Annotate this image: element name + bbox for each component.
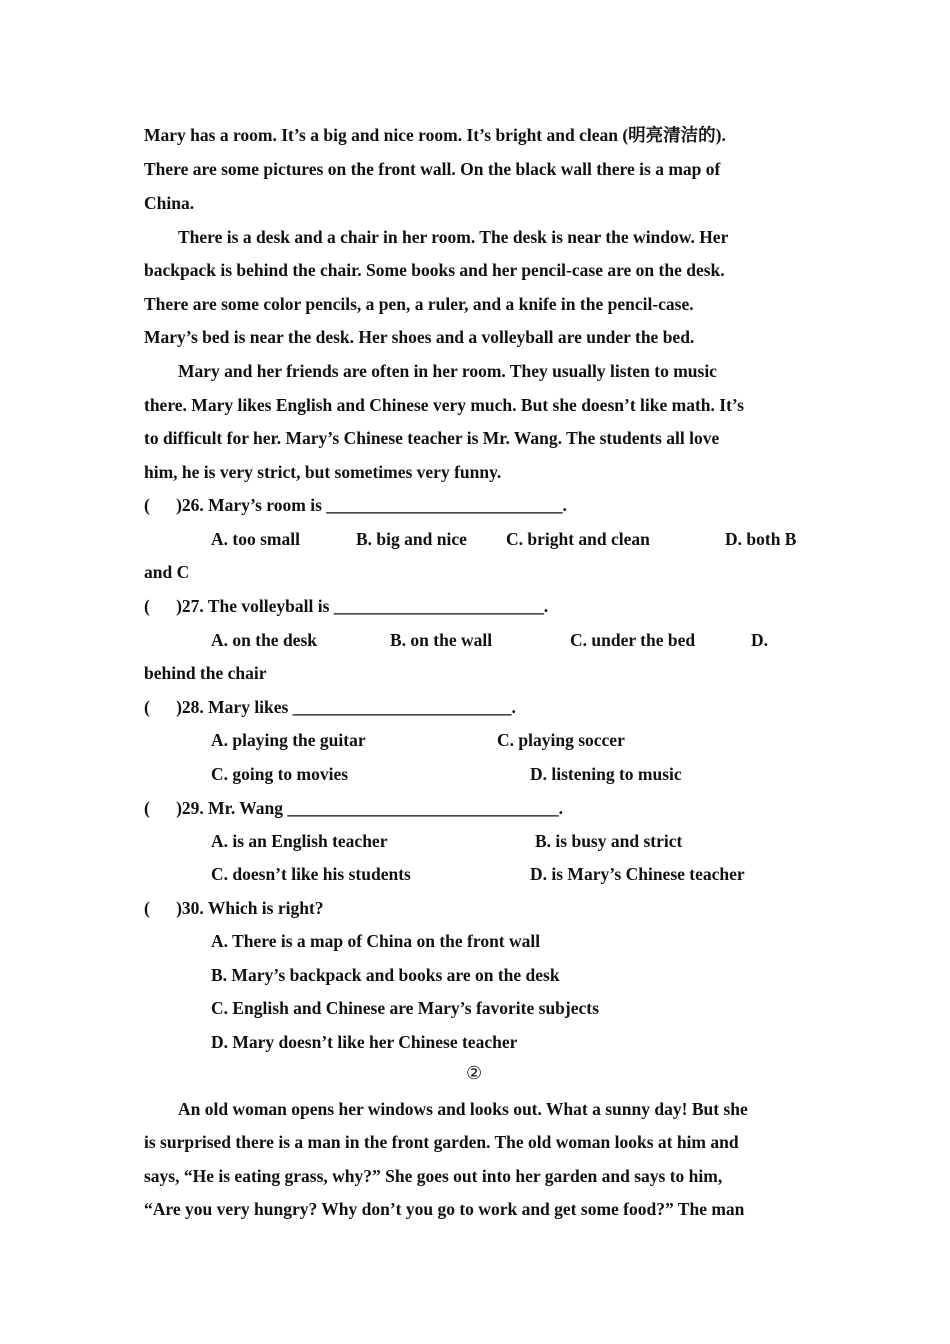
- passage1-line: him, he is very strict, but sometimes very funny.: [144, 462, 502, 482]
- option: C. doesn’t like his students: [211, 864, 411, 884]
- passage1-line: There are some color pencils, a pen, a ruler, and a knife in the pencil-case.: [144, 294, 694, 314]
- option: A. on the desk: [211, 630, 317, 650]
- passage1-line: Mary’s bed is near the desk. Her shoes and a volleyball are under the bed.: [144, 327, 695, 347]
- option: B. is busy and strict: [535, 831, 683, 851]
- question-stem: ( )28. Mary likes _________________________.: [144, 697, 516, 717]
- question-stem: ( )30. Which is right?: [144, 898, 324, 918]
- option: A. too small: [211, 529, 300, 549]
- option-wrap: behind the chair: [144, 663, 267, 683]
- option: B. Mary’s backpack and books are on the desk: [211, 965, 560, 985]
- passage1-line: to difficult for her. Mary’s Chinese teacher is Mr. Wang. The students all love: [144, 428, 720, 448]
- option: D. Mary doesn’t like her Chinese teacher: [211, 1032, 518, 1052]
- option-wrap: and C: [144, 562, 190, 582]
- option: A. playing the guitar: [211, 730, 366, 750]
- passage2-line: An old woman opens her windows and looks out. What a sunny day! But she: [178, 1099, 748, 1119]
- section-marker: ②: [466, 1063, 483, 1084]
- option: A. There is a map of China on the front wall: [211, 931, 541, 951]
- option: D. both B: [725, 529, 797, 549]
- question-stem: ( )26. Mary’s room is ___________________________.: [144, 495, 567, 515]
- option: C. under the bed: [570, 630, 696, 650]
- option: A. is an English teacher: [211, 831, 388, 851]
- option: B. big and nice: [356, 529, 467, 549]
- passage1-line: there. Mary likes English and Chinese very much. But she doesn’t like math. It’s: [144, 395, 744, 415]
- passage2-line: says, “He is eating grass, why?” She goes out into her garden and says to him,: [144, 1166, 723, 1186]
- passage2-line: is surprised there is a man in the front garden. The old woman looks at him and: [144, 1132, 739, 1152]
- question-stem: ( )27. The volleyball is ________________________.: [144, 596, 549, 616]
- passage1-line: Mary and her friends are often in her room. They usually listen to music: [178, 361, 717, 381]
- question-stem: ( )29. Mr. Wang _______________________________.: [144, 798, 564, 818]
- option: B. on the wall: [390, 630, 493, 650]
- option: C. playing soccer: [497, 730, 625, 750]
- option: C. English and Chinese are Mary’s favorite subjects: [211, 998, 599, 1018]
- passage1-line: There is a desk and a chair in her room. The desk is near the window. Her: [178, 227, 729, 247]
- option: D. listening to music: [530, 764, 682, 784]
- passage1-line: backpack is behind the chair. Some books and her pencil-case are on the desk.: [144, 260, 725, 280]
- option: C. bright and clean: [506, 529, 650, 549]
- option: D.: [751, 630, 769, 650]
- passage1-line: China.: [144, 193, 195, 213]
- option: C. going to movies: [211, 764, 349, 784]
- passage1-line: There are some pictures on the front wall. On the black wall there is a map of: [144, 159, 721, 179]
- passage1-line: Mary has a room. It’s a big and nice room. It’s bright and clean (明亮清洁的).: [144, 125, 726, 145]
- passage2-line: “Are you very hungry? Why don’t you go to work and get some food?” The man: [144, 1199, 745, 1219]
- option: D. is Mary’s Chinese teacher: [530, 864, 745, 884]
